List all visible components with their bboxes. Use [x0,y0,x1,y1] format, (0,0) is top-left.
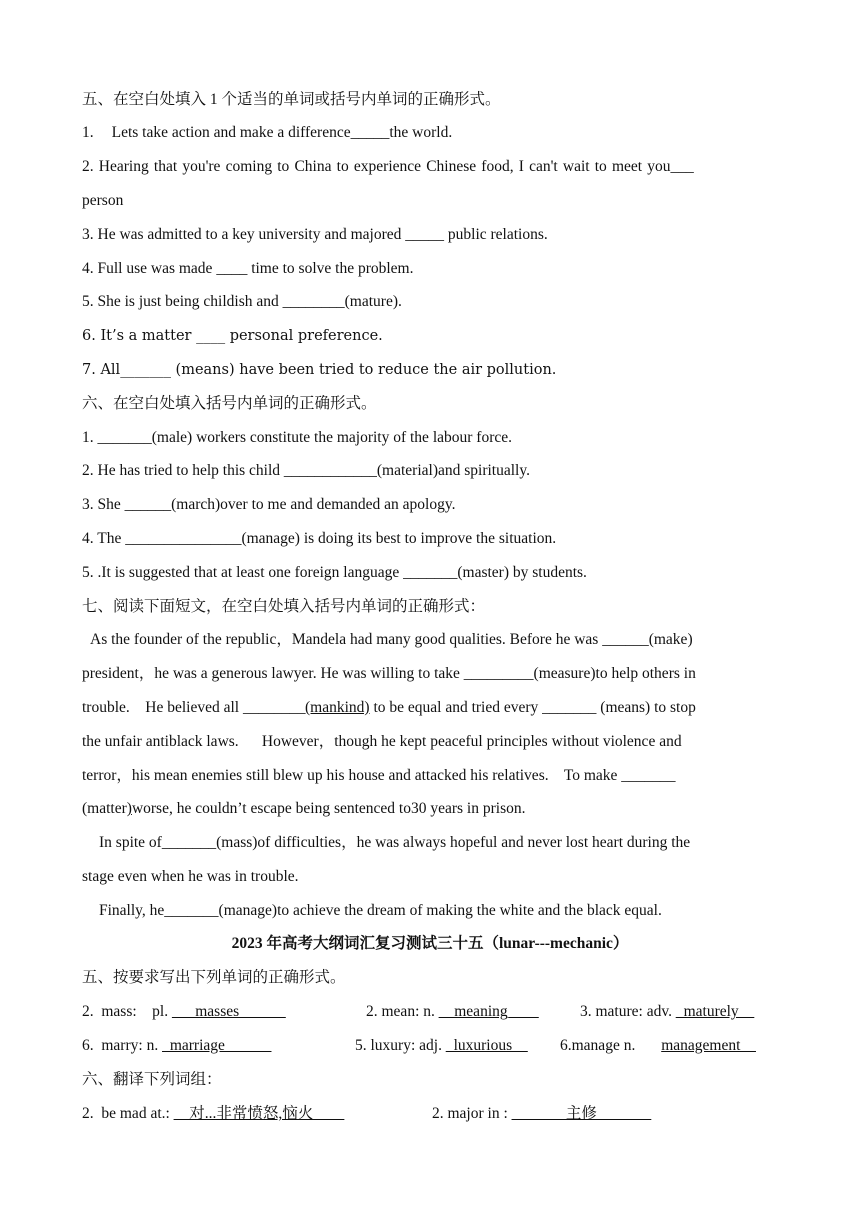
test-title: 2023 年高考大纲词汇复习测试三十五（lunar---mechanic） [231,935,629,952]
answer-item-6 [560,1036,756,1056]
section-6-heading: 六、在空白处填入括号内单词的正确形式。 [82,395,377,412]
answer-label: 2. major in : [432,1105,512,1122]
question-5-2-continued: person [82,192,124,209]
answer-value: _______主修_______ [511,1105,652,1122]
passage-text: president，he was a generous lawyer. He was willing to take [82,665,464,682]
answer-value: _maturely__ [675,1003,755,1020]
passage-line-5 [82,766,676,786]
answer-value: _marriage______ [162,1037,272,1054]
question-5-1 [82,123,452,143]
section-7-heading: 七、阅读下面短文，在空白处填入括号内单词的正确形式： [82,598,486,615]
answer-blank: _______ [621,767,676,784]
answer-section-6-heading: 六、翻译下列词组： [82,1071,222,1088]
question-5-5: 5. She is just being childish and ________(mature). [82,293,402,310]
question-5-4: 4. Full use was made ____ time to solve the problem. [82,260,414,277]
answer-label: 6. marry: n. [82,1037,163,1054]
question-6-4: 4. The _______________(manage) is doing its best to improve the situation. [82,530,557,547]
passage-line-9 [99,901,662,921]
passage-text: (measure)to help others in [533,665,696,682]
question-number: 1. [82,124,94,141]
passage-text: terror，his mean enemies still blew up his house and attacked his relatives. To make [82,767,622,784]
passage-text: to be equal and tried every [369,699,543,716]
answer-label: 6.manage n. [560,1037,640,1054]
answer-blank: _______ [164,902,219,919]
answer-blank: _______ [542,699,597,716]
question-6-2: 2. He has tried to help this child ____________(material)and spiritually. [82,462,530,479]
answer-item-7 [82,1104,344,1124]
answer-label: 2. mass: pl. [82,1003,172,1020]
answer-blank: _________ [463,665,534,682]
passage-line-8: stage even when he was in trouble. [82,868,299,885]
answer-label: 5. luxury: adj. [355,1037,446,1054]
question-5-7: 7. All_______ (means) have been tried to reduce the air pollution. [82,362,557,378]
passage-line-1: As the founder of the republic，Mandela had many good qualities. Before he was ______(make) [90,631,693,648]
answer-item-4 [82,1036,271,1056]
answer-value: __对...非常愤怒,恼火____ [173,1105,345,1122]
answer-label: 2. be mad at.: [82,1105,174,1122]
passage-text: (manage)to achieve the dream of making the white and the black equal. [218,902,662,919]
passage-text: Finally, he [99,902,165,919]
question-5-2 [82,157,694,177]
answer-value: __meaning____ [438,1003,539,1020]
passage-text: worse, he couldn’t escape being sentenced to30 years in prison. [131,800,526,817]
answer-item-1 [82,1002,286,1022]
passage-text: (mankind) [304,699,370,716]
passage-text: ) [126,800,132,817]
passage-line-4: the unfair antiblack laws. However，though he kept peaceful principles without violence and [82,733,682,750]
passage-text: trouble. He believed all [82,699,243,716]
passage-line-6 [82,799,526,819]
answer-item-8 [432,1104,651,1124]
answer-value: ___masses______ [172,1003,286,1020]
question-6-5: 5. .It is suggested that at least one foreign language _______(master) by students. [82,564,587,581]
answer-label: 3. mature: adv. [580,1003,676,1020]
question-5-6: 6. It’s a matter ____ personal preference. [82,328,383,344]
answer-label: 2. mean: n. [366,1003,439,1020]
question-5-3: 3. He was admitted to a key university and majored _____ public relations. [82,226,548,243]
passage-line-3 [82,698,696,718]
question-6-3: 3. She ______(march)over to me and demanded an apology. [82,496,456,513]
answer-blank: ___ [670,158,694,175]
answer-section-5-heading: 五、按要求写出下列单词的正确形式。 [82,969,346,986]
passage-text: (matter [82,800,127,817]
answer-item-3 [580,1002,754,1022]
answer-blank: ________ [242,699,305,716]
answer-value: management__ [661,1037,756,1054]
passage-line-2 [82,664,696,684]
passage-text: (means) to stop [596,699,696,716]
answer-item-5 [355,1036,528,1056]
question-text: 2. Hearing that you're coming to China to experience Chinese food, I can't wait to meet you [82,158,671,175]
question-6-1: 1. _______(male) workers constitute the majority of the labour force. [82,429,512,446]
section-5-heading: 五、在空白处填入 1 个适当的单词或括号内单词的正确形式。 [82,91,501,108]
question-text: Lets take action and make a difference_____the world. [111,124,453,141]
answer-item-2 [366,1002,539,1022]
answer-value: _luxurious__ [445,1037,528,1054]
passage-line-7: In spite of_______(mass)of difficulties，he was always hopeful and never lost heart during the [99,834,691,851]
